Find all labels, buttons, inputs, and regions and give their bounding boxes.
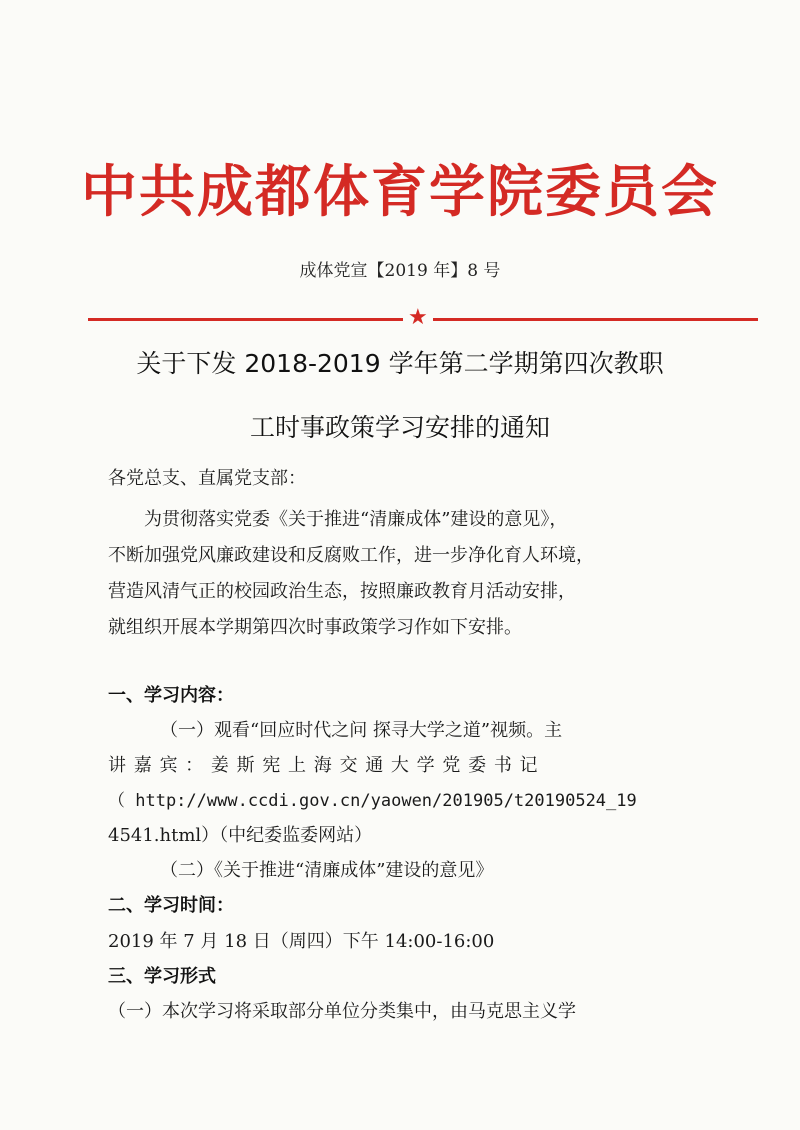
section-heading-time: 二、学习时间： xyxy=(108,895,234,916)
content-item-2: （二）《关于推进“清廉成体”建设的意见》 xyxy=(160,860,494,881)
document-number: 成体党宣【2019 年】8 号 xyxy=(299,261,501,281)
content-item-1-line: 4541.html）（中纪委监委网站） xyxy=(108,825,373,846)
divider-line-right xyxy=(433,318,758,321)
red-divider xyxy=(88,305,758,330)
notice-title-line-2: 工时事政策学习安排的通知 xyxy=(249,413,550,442)
salutation: 各党总支、直属党支部： xyxy=(108,468,306,489)
content-item-1-line: （一）观看“回应时代之问 探寻大学之道”视频。主 xyxy=(160,720,563,741)
organization-title: 中共成都体育学院委员会 xyxy=(81,159,719,225)
section-heading-content: 一、学习内容： xyxy=(108,685,234,706)
form-item-1: （一）本次学习将采取部分单位分类集中，由马克思主义学 xyxy=(108,1001,576,1022)
star-icon: ★ xyxy=(408,305,428,330)
section-heading-form: 三、学习形式 xyxy=(108,966,216,987)
content-item-1-line: 讲 嘉 宾 ： 姜 斯 宪 上 海 交 通 大 学 党 委 书 记 xyxy=(108,755,539,776)
intro-line: 就组织开展本学期第四次时事政策学习作如下安排。 xyxy=(108,617,522,638)
intro-line: 不断加强党风廉政建设和反腐败工作，进一步净化育人环境， xyxy=(108,545,594,566)
intro-line: 为贯彻落实党委《关于推进“清廉成体”建设的意见》， xyxy=(144,509,568,530)
notice-title-line-1: 关于下发 2018-2019 学年第二学期第四次教职 xyxy=(136,349,664,378)
study-time: 2019 年 7 月 18 日（周四）下午 14:00-16:00 xyxy=(108,931,495,952)
divider-line-left xyxy=(88,318,403,321)
intro-line: 营造风清气正的校园政治生态，按照廉政教育月活动安排， xyxy=(108,581,576,602)
content-item-1-line: （ http://www.ccdi.gov.cn/yaowen/201905/t20190524_19 xyxy=(108,791,637,811)
